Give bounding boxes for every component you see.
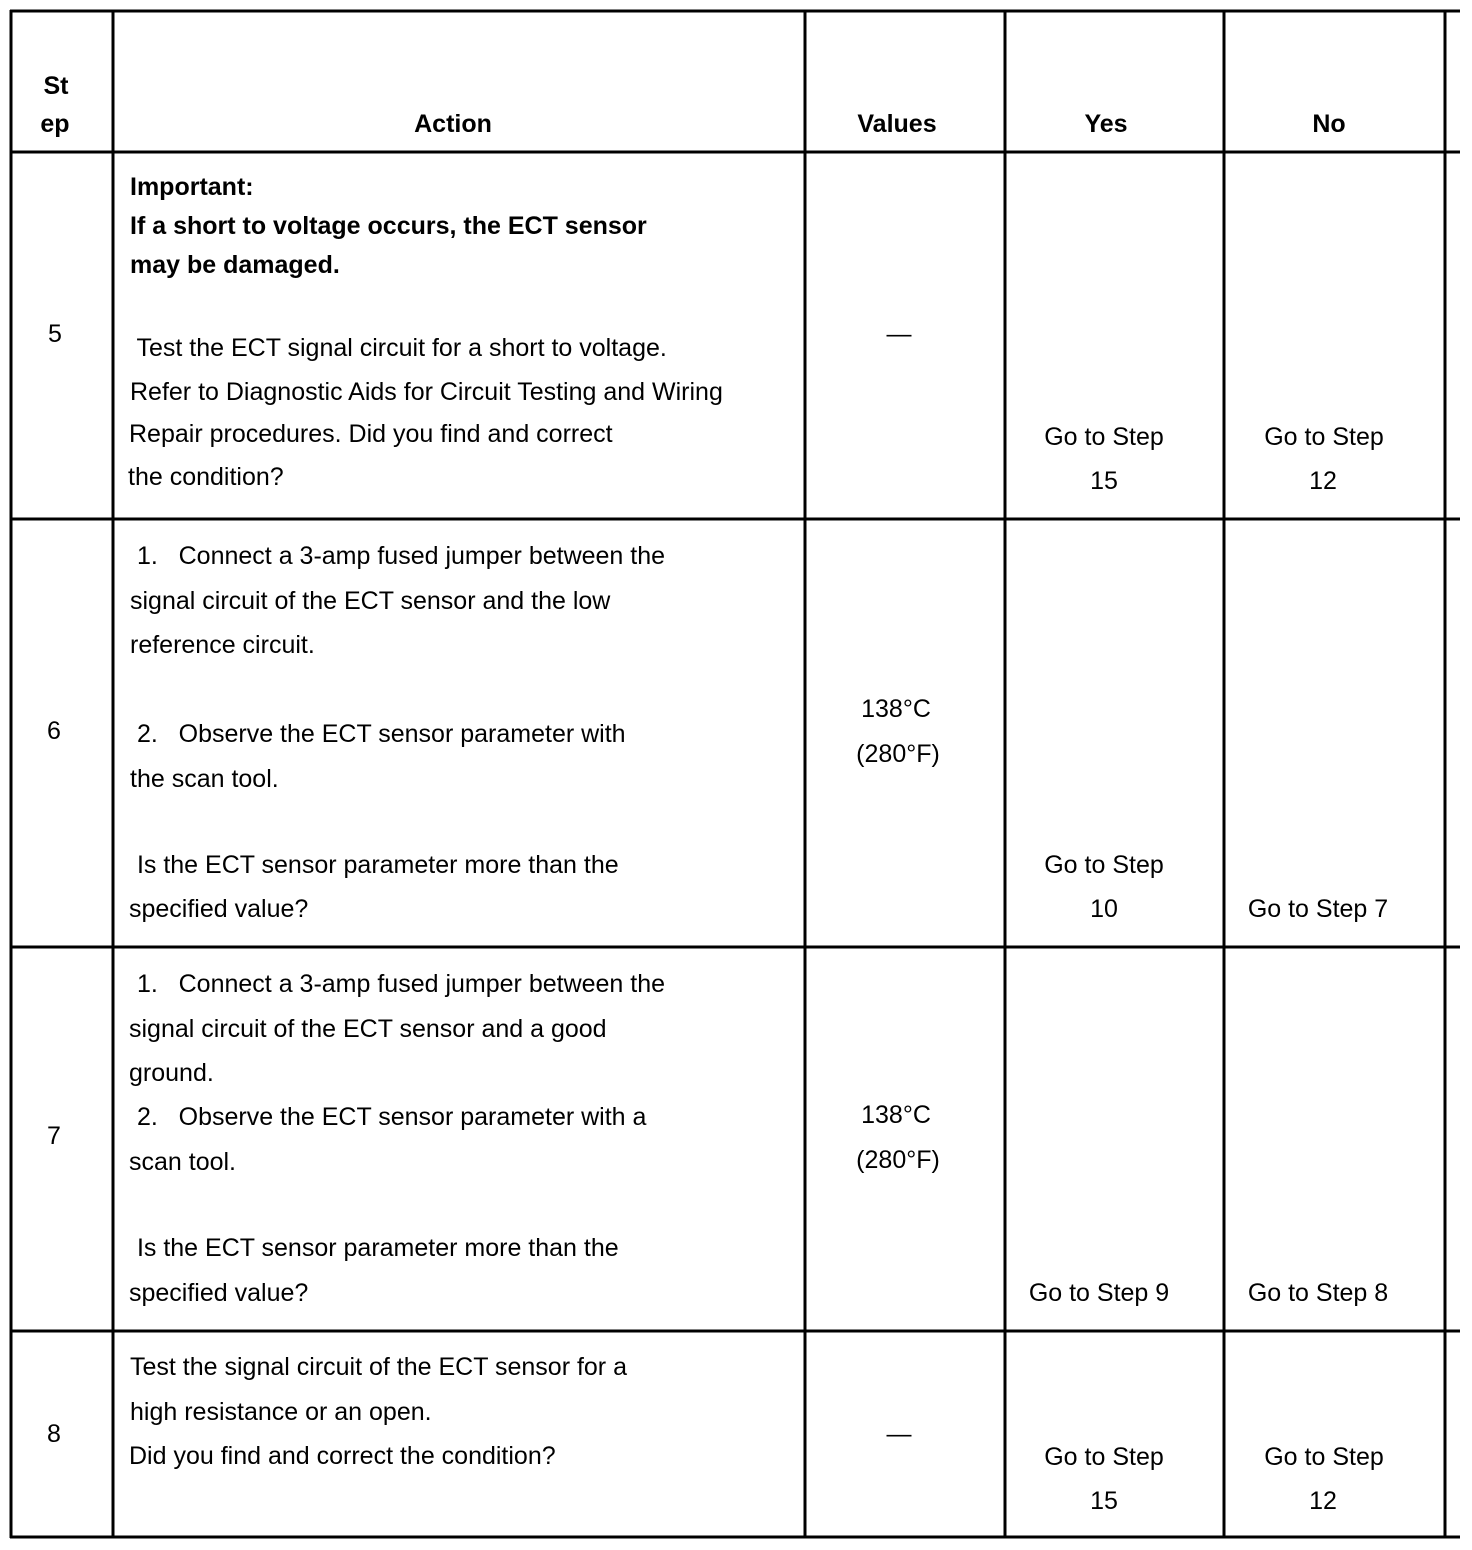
yes-result: Go to Step xyxy=(1044,851,1164,879)
action-line: If a short to voltage occurs, the ECT sensor xyxy=(130,212,647,240)
step-number: 8 xyxy=(47,1420,61,1448)
action-line: the condition? xyxy=(128,463,284,491)
action-line: 2. Observe the ECT sensor parameter with a xyxy=(130,1103,647,1131)
header-action: Action xyxy=(414,110,492,138)
value-dash: — xyxy=(886,320,912,348)
action-line: scan tool. xyxy=(129,1148,237,1176)
value-fahrenheit: (280°F) xyxy=(856,1146,940,1174)
no-result-step: 12 xyxy=(1309,467,1337,495)
action-line: ground. xyxy=(129,1059,214,1087)
action-line: 1. Connect a 3-amp fused jumper between the xyxy=(130,970,666,998)
value-dash: — xyxy=(886,1420,912,1448)
action-line: may be damaged. xyxy=(130,251,340,279)
action-line: 2. Observe the ECT sensor parameter with xyxy=(130,720,626,748)
action-line: Did you find and correct the condition? xyxy=(129,1442,556,1470)
action-line: Repair procedures. Did you find and correct xyxy=(129,420,613,448)
no-result-step: 12 xyxy=(1309,1487,1337,1515)
action-line: reference circuit. xyxy=(130,631,315,659)
action-line: signal circuit of the ECT sensor and a good xyxy=(129,1015,607,1043)
no-result: Go to Step 8 xyxy=(1247,1279,1389,1307)
value-celsius: 138°C xyxy=(861,1101,931,1129)
no-result: Go to Step xyxy=(1264,423,1384,451)
important-label: Important: xyxy=(130,173,254,201)
action-line: Test the signal circuit of the ECT sensor for a xyxy=(130,1353,627,1381)
no-result: Go to Step xyxy=(1264,1443,1384,1471)
yes-result: Go to Step xyxy=(1044,423,1164,451)
step-number: 7 xyxy=(47,1122,61,1150)
step-number: 5 xyxy=(48,320,62,348)
action-line: specified value? xyxy=(129,1279,309,1307)
action-line: Test the ECT signal circuit for a short to voltage. xyxy=(130,334,667,362)
header-step-line2: ep xyxy=(40,110,70,138)
action-line: the scan tool. xyxy=(130,765,279,793)
action-line: high resistance or an open. xyxy=(130,1398,432,1426)
yes-result-step: 10 xyxy=(1090,895,1118,923)
value-celsius: 138°C xyxy=(861,695,931,723)
yes-result: Go to Step 9 xyxy=(1028,1279,1170,1307)
action-line: specified value? xyxy=(129,895,309,923)
header-values: Values xyxy=(857,110,937,138)
action-line: Is the ECT sensor parameter more than the xyxy=(130,1234,619,1262)
yes-result-step: 15 xyxy=(1090,1487,1118,1515)
header-yes: Yes xyxy=(1084,110,1128,138)
header-no: No xyxy=(1312,110,1346,138)
no-result: Go to Step 7 xyxy=(1247,895,1389,923)
action-line: Refer to Diagnostic Aids for Circuit Testing and Wiring xyxy=(130,378,723,406)
value-fahrenheit: (280°F) xyxy=(856,740,940,768)
step-number: 6 xyxy=(47,717,61,745)
action-line: Is the ECT sensor parameter more than the xyxy=(130,851,619,879)
yes-result: Go to Step xyxy=(1044,1443,1164,1471)
header-step-line1: St xyxy=(43,72,69,100)
action-line: 1. Connect a 3-amp fused jumper between the xyxy=(130,542,666,570)
action-line: signal circuit of the ECT sensor and the low xyxy=(130,587,611,615)
yes-result-step: 15 xyxy=(1090,467,1118,495)
